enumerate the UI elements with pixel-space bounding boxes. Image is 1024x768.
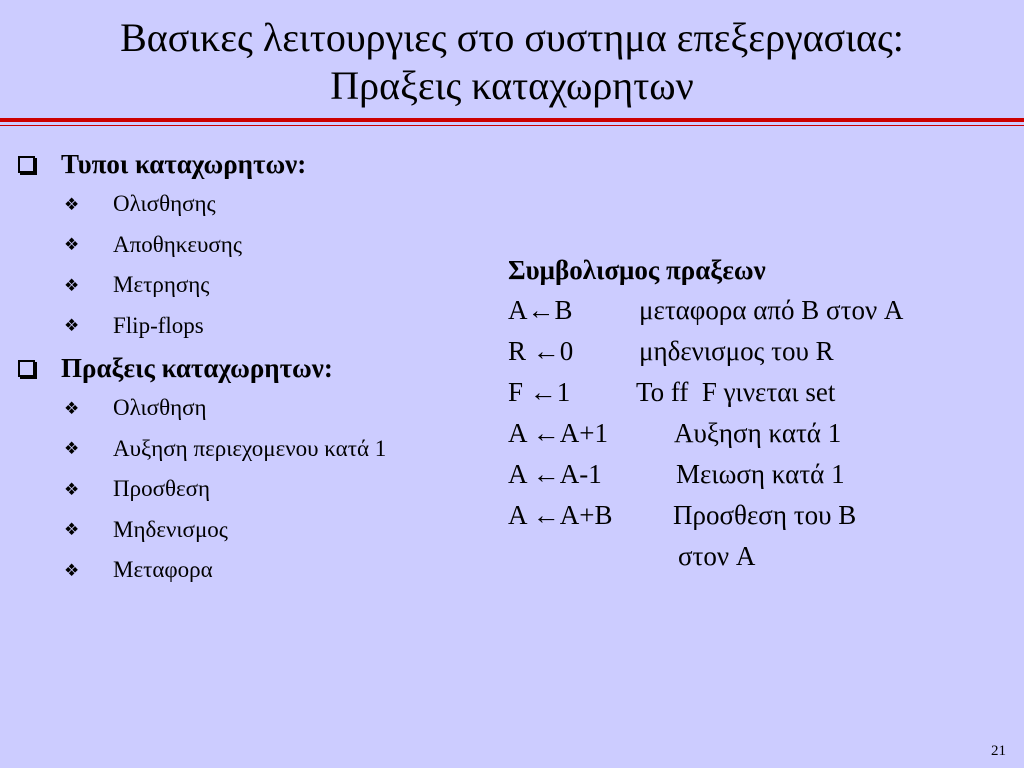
list-item-label: Μετρησης <box>113 272 210 298</box>
symbolism-row <box>508 413 1008 454</box>
operation-description: Προσθεση του B <box>673 500 857 530</box>
bullet-list-panel <box>18 144 488 591</box>
symbolism-row <box>508 536 1008 577</box>
section-heading-label: Τυποι καταχωρητων: <box>61 148 307 179</box>
list-item <box>18 388 488 429</box>
symbolism-row <box>508 331 1008 372</box>
list-item-label: Μεταφορα <box>113 557 213 583</box>
square-bullet-icon <box>18 156 35 173</box>
diamond-bullet-icon: ❖ <box>64 316 80 336</box>
slide-title-line-1: Βασικες λειτουργιες στο συστημα επεξεργασιας: <box>120 15 904 60</box>
list-item <box>18 306 488 347</box>
symbolism-title: Συμβολισμος πραξεων <box>508 255 766 285</box>
operation-notation: A ←A+B <box>508 500 613 530</box>
section-register-operations <box>18 348 488 591</box>
list-item <box>18 429 488 470</box>
diamond-bullet-icon: ❖ <box>64 560 80 580</box>
list-item <box>18 469 488 510</box>
diamond-bullet-icon: ❖ <box>64 194 80 214</box>
list-item-label: Αποθηκευσης <box>113 231 242 257</box>
list-item <box>18 550 488 591</box>
list-item <box>18 184 488 225</box>
diamond-bullet-icon: ❖ <box>64 520 80 540</box>
symbolism-row <box>508 372 1008 413</box>
list-item-label: Αυξηση περιεχομενου κατά 1 <box>113 435 387 461</box>
symbolism-row <box>508 454 1008 495</box>
operation-notation: F ←1 <box>508 377 571 407</box>
operation-description: στον A <box>678 541 756 571</box>
list-item <box>18 265 488 306</box>
diamond-bullet-icon: ❖ <box>64 439 80 459</box>
symbolism-row <box>508 290 1008 331</box>
operation-description: Αυξηση κατά 1 <box>674 418 842 448</box>
operation-description: Μειωση κατά 1 <box>676 459 845 489</box>
operation-description: To ff F γινεται set <box>636 377 836 407</box>
slide-title-line-2: Πραξεις καταχωρητων <box>330 63 694 108</box>
section-heading <box>18 144 488 184</box>
section-heading <box>18 348 488 388</box>
operation-description: μεταφορα από B στον A <box>639 295 904 325</box>
square-bullet-icon <box>18 360 35 377</box>
list-item-label: Ολισθηση <box>113 395 207 421</box>
diamond-bullet-icon: ❖ <box>64 235 80 255</box>
operation-description: μηδενισμος του R <box>639 336 834 366</box>
list-item-label: Flip-flops <box>113 312 204 338</box>
list-item-label: Μηδενισμος <box>113 516 228 542</box>
slide-number: 21 <box>991 743 1006 759</box>
operation-notation: A ←A-1 <box>508 459 602 489</box>
list-item-label: Ολισθησης <box>113 191 216 217</box>
operation-notation: A←B <box>508 295 573 325</box>
symbolism-row <box>508 495 1008 536</box>
list-item <box>18 225 488 266</box>
section-register-types <box>18 144 488 346</box>
slide-title <box>0 14 1024 110</box>
section-heading-label: Πραξεις καταχωρητων: <box>61 352 333 383</box>
diamond-bullet-icon: ❖ <box>64 398 80 418</box>
symbolism-panel <box>508 250 1008 577</box>
operation-notation: A ←A+1 <box>508 418 608 448</box>
diamond-bullet-icon: ❖ <box>64 275 80 295</box>
operation-notation: R ←0 <box>508 336 574 366</box>
list-item <box>18 510 488 551</box>
title-divider-thick <box>0 118 1024 122</box>
list-item-label: Προσθεση <box>113 476 211 502</box>
diamond-bullet-icon: ❖ <box>64 479 80 499</box>
title-divider-thin <box>0 125 1024 126</box>
